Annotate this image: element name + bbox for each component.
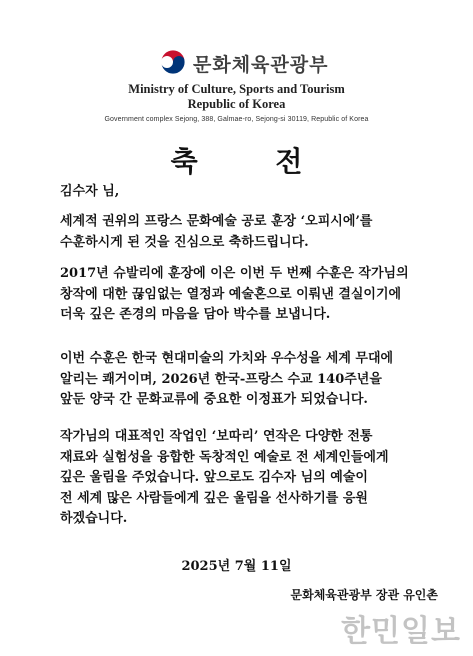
body-paragraph: 세계적 권위의 프랑스 문화예술 공로 훈장 ‘오피시에’를 수훈하시게 된 것을 진심으로 축하드립니다. (60, 214, 373, 250)
org-address: Government complex Sejong, 388, Galmae-ro, Sejong-si 30119, Republic of Korea (104, 116, 369, 123)
body-paragraph: 이번 수훈은 한국 현대미술의 가치와 우수성을 세계 무대에 알리는 쾌거이며, 2026년 한국-프랑스 수교 140주년을 앞둔 양국 간 문화교류에 중요한 이정표가 되었습니다. (60, 351, 394, 407)
taegeuk-emblem-icon (158, 47, 188, 77)
salutation: 김수자 님, (60, 184, 120, 199)
org-name-en: Ministry of Culture, Sports and Tourism (128, 82, 345, 96)
body-paragraph: 2017년 슈발리에 훈장에 이은 이번 두 번째 수훈은 작가님의 창작에 대한 끊임없는 열정과 예술혼으로 이뤄낸 결실이기에 더욱 깊은 존경의 마음을 담아 박수를 보냅니다. (60, 266, 409, 322)
org-country-en: Republic of Korea (187, 97, 286, 111)
watermark: 한민일보 (341, 614, 461, 649)
body-paragraph: 작가님의 대표적인 작업인 ‘보따리’ 연작은 다양한 전통 재료와 실험성을 융합한 독창적인 예술로 전 세계인들에게 깊은 울림을 주었습니다. 앞으로도 김수자 님의 예술이 전 세계 많은 사람들에게 깊은 울림을 선사하기를 응원 하겠습니다. (60, 429, 389, 526)
letter-date: 2025년 7월 11일 (181, 559, 292, 574)
letter-title: 축 전 (170, 145, 337, 178)
org-name-ko: 문화체육관광부 (193, 54, 329, 76)
signature-line: 문화체육관광부 장관 유인촌 (290, 588, 438, 602)
letterhead (0, 0, 473, 128)
